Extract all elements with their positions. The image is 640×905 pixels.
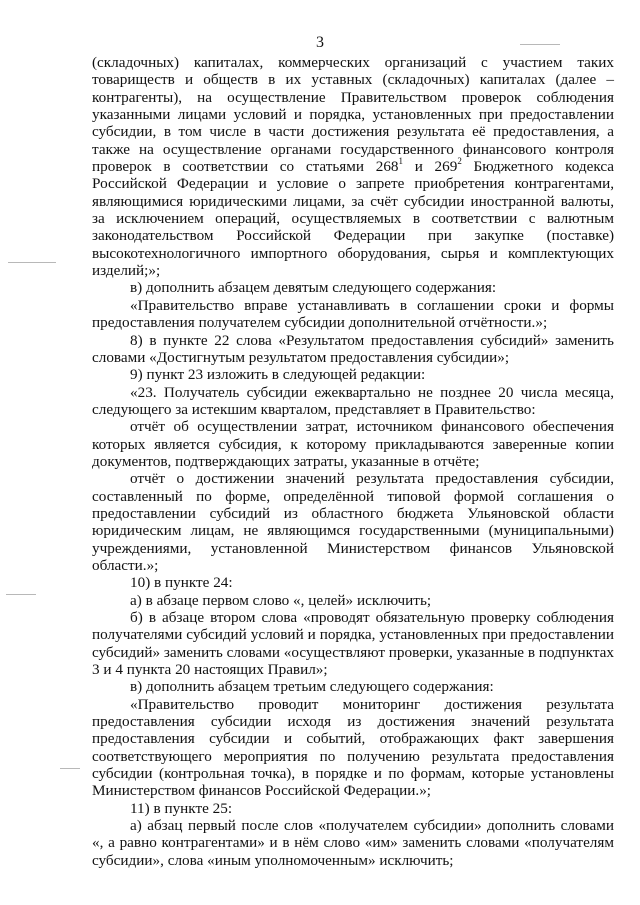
paragraph: в) дополнить абзацем девятым следующего содержания:	[130, 279, 497, 297]
paragraph: а) в абзаце первом слово «, целей» исключить;	[130, 591, 432, 609]
paragraph: 8) в пункте 22 слова «Результатом предоставления субсидий» заменить словами «Достигнутым результатом предоставления субсидии»;	[92, 331, 614, 366]
paragraph: 11) в пункте 25:	[130, 799, 233, 817]
paragraph: «Правительство проводит мониторинг достижения результата предоставления субсидии исходя из достижения значений результата предоставления субсидии и событий, отображающих факт завершения соответствующего мероприятия по получению результата предоставления субсидии (контрольная точка), в порядке и по формам, которые установлены Министерством финансов Российской Федерации.»;	[92, 695, 614, 800]
scan-mark	[60, 768, 80, 769]
paragraph-contractors: (складочных) капиталах, коммерческих организаций с участием таких товариществ и обществ в их уставных (складочных) капиталах (далее – контрагенты), на осуществление Правительством проверок соблюдения указанными лицами условий и порядка, установленных при предоставлении субсидии, в том числе в части достижения результата её предоставления, а также на осуществление органами государственного финансового контроля проверок в соответствии со статьями $268^1$ и $269^2$ Бюджетного кодекса Российской Федерации и условие о запрете приобретения контрагентами, являющимися юридическими лицами, за счёт субсидии иностранной валюты, за исключением операций, осуществляемых в соответствии с валютным законодательством Российской Федерации при закупке (поставке) высокотехнологичного импортного оборудования, сырья и комплектующих изделий;»;	[92, 54, 614, 280]
paragraph: 9) пункт 23 изложить в следующей редакции:	[130, 366, 426, 384]
paragraph: в) дополнить абзацем третьим следующего содержания:	[130, 678, 494, 696]
paragraph: «23. Получатель субсидии ежеквартально не позднее 20 числа месяца, следующего за истекшим кварталом, представляет в Правительство:	[92, 383, 614, 418]
document-body	[92, 54, 614, 869]
paragraph: б) в абзаце втором слова «проводят обязательную проверку соблюдения получателями субсидий условий и порядка, установленных при предоставлении субсидий» заменить словами «осуществляют проверки, указанные в подпунктах 3 и 4 пункта 20 настоящих Правил»;	[92, 609, 614, 679]
scan-mark	[8, 262, 56, 263]
paragraph: 10) в пункте 24:	[130, 574, 233, 592]
scan-mark	[6, 594, 36, 595]
scan-mark	[520, 44, 560, 45]
paragraph: отчёт об осуществлении затрат, источником финансового обеспечения которых является субсидия, к которому прикладываются заверенные копии документов, подтверждающих затраты, указанные в отчёте;	[92, 418, 614, 470]
paragraph: «Правительство вправе устанавливать в соглашении сроки и формы предоставления получателем субсидии дополнительной отчётности.»;	[92, 296, 614, 332]
paragraph: отчёт о достижении значений результата предоставления субсидии, составленный по форме, определённой типовой формой соглашения о предоставлении субсидий из областного бюджета Ульяновской области юридическим лицам, не являющимся государственными (муниципальными) учреждениями, установленной Министерством финансов Ульяновской области.»;	[92, 470, 614, 574]
paragraph: а) абзац первый после слов «получателем субсидии» дополнить словами «, а равно контрагентами» и в нём слово «им» заменить словами «получателям субсидии», слова «иным уполномоченным» исключить;	[92, 817, 614, 869]
page-number: 3	[316, 34, 324, 51]
